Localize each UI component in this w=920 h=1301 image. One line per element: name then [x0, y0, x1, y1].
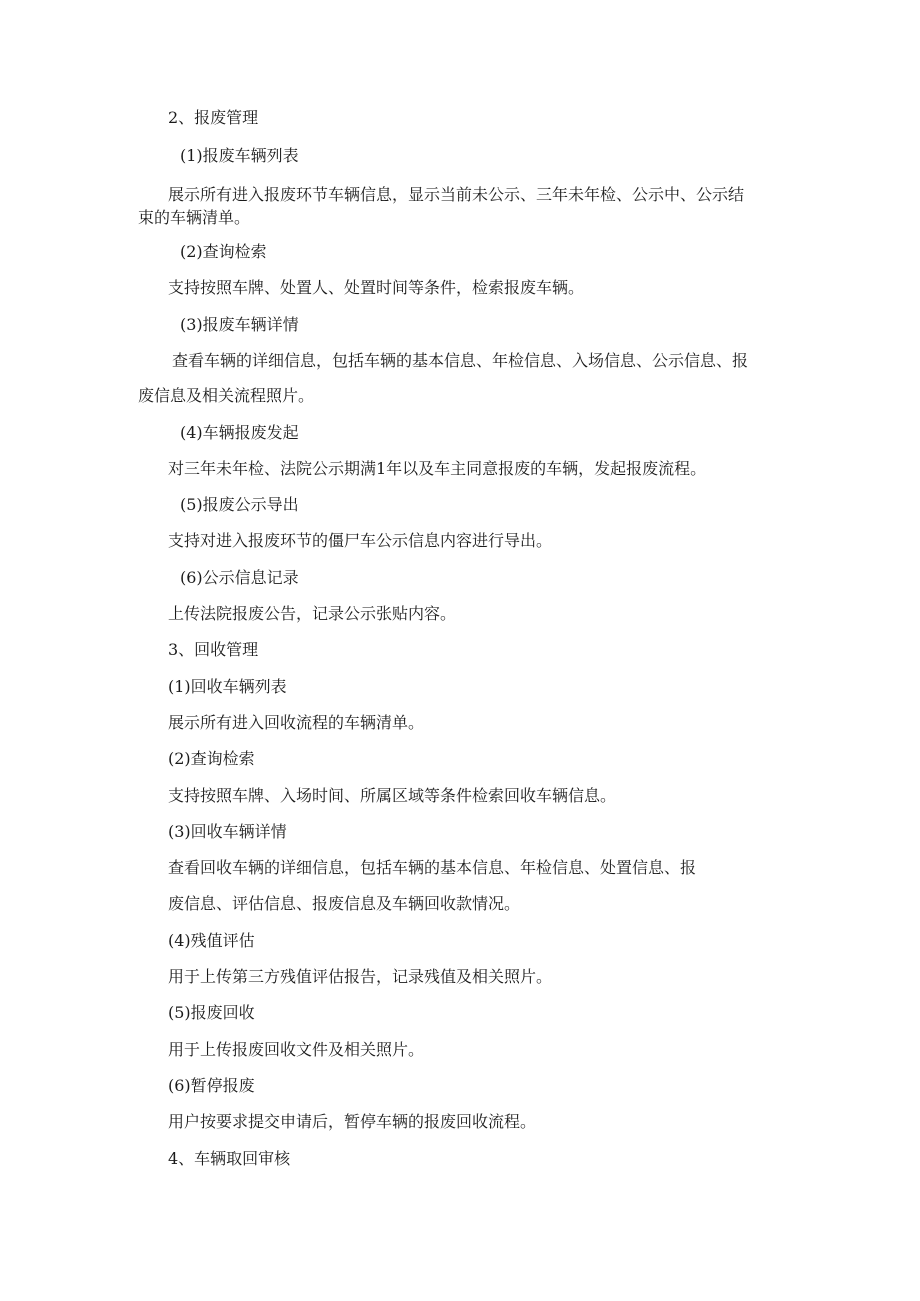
item-body: 废信息、评估信息、报废信息及车辆回收款情况。	[168, 894, 521, 913]
item-title: (6)暂停报废	[168, 1076, 255, 1095]
section-heading-scrap: 2、报废管理	[168, 108, 259, 127]
item-body: 查看车辆的详细信息，包括车辆的基本信息、年检信息、入场信息、公示信息、报	[172, 351, 749, 370]
item-body: 用于上传报废回收文件及相关照片。	[168, 1040, 425, 1059]
item-body: 展示所有进入报废环节车辆信息，显示当前未公示、三年未年检、公示中、公示结	[168, 185, 745, 204]
item-body: 废信息及相关流程照片。	[138, 386, 315, 405]
item-body: 束的车辆清单。	[138, 208, 251, 227]
item-body: 支持按照车牌、入场时间、所属区域等条件检索回收车辆信息。	[168, 786, 617, 805]
item-title: (5)报废公示导出	[180, 495, 299, 514]
item-title: (4)残值评估	[168, 931, 255, 950]
item-body: 用于上传第三方残值评估报告，记录残值及相关照片。	[168, 967, 553, 986]
item-body: 支持对进入报废环节的僵尸车公示信息内容进行导出。	[168, 531, 553, 550]
item-title: (5)报废回收	[168, 1003, 255, 1022]
item-title: (3)报废车辆详情	[180, 315, 299, 334]
item-body: 用户按要求提交申请后，暂停车辆的报废回收流程。	[168, 1112, 537, 1131]
item-body: 展示所有进入回收流程的车辆清单。	[168, 713, 425, 732]
item-title: (4)车辆报废发起	[180, 423, 299, 442]
item-title: (2)查询检索	[180, 242, 267, 261]
item-title: (2)查询检索	[168, 749, 255, 768]
item-title: (3)回收车辆详情	[168, 822, 287, 841]
section-heading-recycle: 3、回收管理	[168, 640, 259, 659]
item-body: 查看回收车辆的详细信息，包括车辆的基本信息、年检信息、处置信息、报	[168, 858, 697, 877]
item-body: 上传法院报废公告，记录公示张贴内容。	[168, 604, 457, 623]
item-body: 支持按照车牌、处置人、处置时间等条件，检索报废车辆。	[168, 278, 585, 297]
section-heading-retrieve: 4、车辆取回审核	[168, 1149, 291, 1168]
item-title: (1)报废车辆列表	[180, 146, 299, 165]
item-title: (6)公示信息记录	[180, 568, 299, 587]
item-body: 对三年未年检、法院公示期满1年以及车主同意报废的车辆，发起报废流程。	[168, 459, 707, 478]
item-title: (1)回收车辆列表	[168, 677, 287, 696]
